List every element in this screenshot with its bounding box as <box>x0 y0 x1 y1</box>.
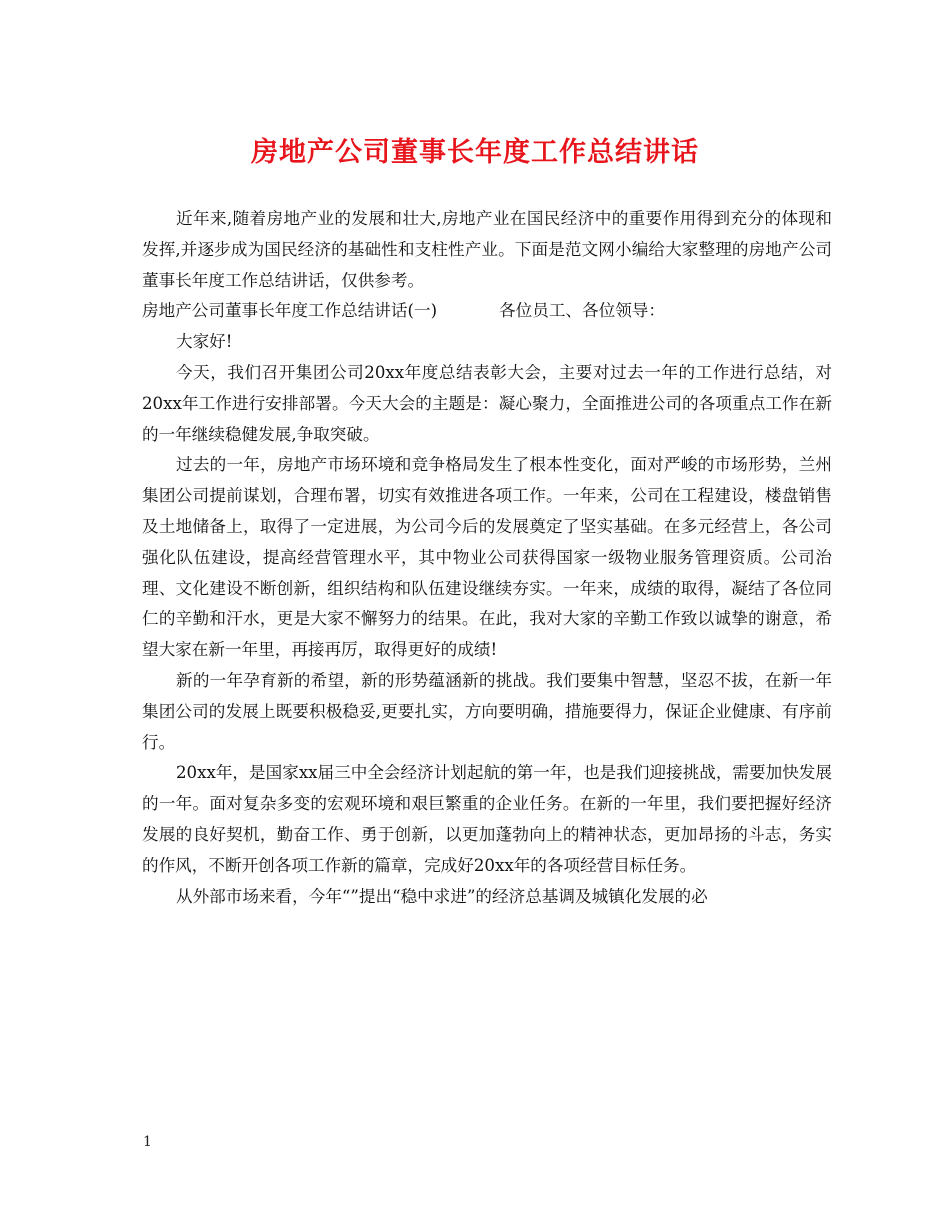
body-paragraph: 过去的一年，房地产市场环境和竞争格局发生了根本性变化，面对严峻的市场形势，兰州集团公司提前谋划，合理布署，切实有效推进各项工作。一年来，公司在工程建设，楼盘销售及土地储备上，取得了一定进展，为公司今后的发展奠定了坚实基础。在多元经营上，各公司强化队伍建设，提高经营管理水平，其中物业公司获得国家一级物业服务管理资质。公司治理、文化建设不断创新，组织结构和队伍建设继续夯实。一年来，成绩的取得，凝结了各位同仁的辛勤和汗水，更是大家不懈努力的结果。在此，我对大家的辛勤工作致以诚挚的谢意，希望大家在新一年里，再接再厉，取得更好的成绩! <box>142 455 832 660</box>
greeting-paragraph: 大家好! <box>176 332 233 352</box>
intro-paragraph: 近年来,随着房地产业的发展和壮大,房地产业在国民经济中的重要作用得到充分的体现和发挥,并逐步成为国民经济的基础性和支柱性产业。下面是范文网小编给大家整理的房地产公司董事长年度工作总结讲话，仅供参考。 <box>142 209 832 290</box>
section-heading: 房地产公司董事长年度工作总结讲话(一) <box>142 301 438 321</box>
body-paragraph: 新的一年孕育新的希望，新的形势蕴涵新的挑战。我们要集中智慧，坚忍不拔，在新一年集团公司的发展上既要积极稳妥,更要扎实，方向要明确，措施要得力，保证企业健康、有序前行。 <box>142 670 832 752</box>
salutation: 各位员工、各位领导： <box>499 301 665 321</box>
document-title: 房地产公司董事长年度工作总结讲话 <box>251 137 699 168</box>
body-paragraph: 20xx年，是国家xx届三中全会经济计划起航的第一年，也是我们迎接挑战，需要加快发展的一年。面对复杂多变的宏观环境和艰巨繁重的企业任务。在新的一年里，我们要把握好经济发展的良好契机，勤奋工作、勇于创新，以更加蓬勃向上的精神状态，更加昂扬的斗志，务实的作风，不断开创各项工作新的篇章，完成好20xx年的各项经营目标任务。 <box>142 763 832 875</box>
page-number: 1 <box>143 1134 152 1150</box>
section-heading-line <box>142 296 832 327</box>
body-paragraph: 从外部市场来看，今年“”提出“稳中求进”的经济总基调及城镇化发展的必 <box>176 886 708 906</box>
document-body <box>142 204 832 912</box>
body-paragraph: 今天，我们召开集团公司20xx年度总结表彰大会，主要对过去一年的工作进行总结，对20xx年工作进行安排部署。今天大会的主题是：凝心聚力，全面推进公司的各项重点工作在新的一年继续稳健发展,争取突破。 <box>142 362 832 444</box>
